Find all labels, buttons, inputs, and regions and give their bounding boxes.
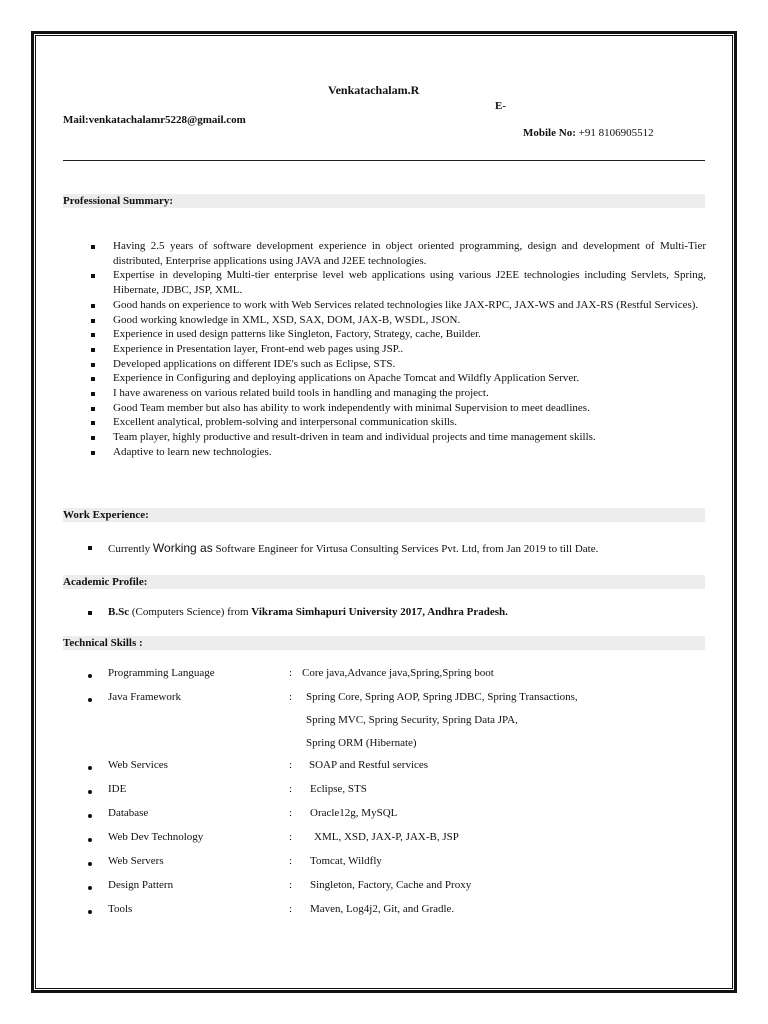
- skill-label: Web Servers: [108, 855, 164, 867]
- summary-item-text: Good Team member but also has ability to work independently with minimal Supervision to meet deadlines.: [113, 401, 590, 414]
- round-bullet-icon: [88, 838, 92, 842]
- skill-value: Spring MVC, Spring Security, Spring Data JPA,: [306, 714, 518, 726]
- skill-label: Java Framework: [108, 691, 182, 703]
- summary-item: [90, 327, 706, 342]
- skill-value: SOAP and Restful services: [309, 759, 429, 771]
- academic-degree: B.Sc: [108, 606, 130, 618]
- mobile-label: Mobile No:: [523, 127, 576, 139]
- summary-item-text: Experience in Configuring and deploying applications on Apache Tomcat and Wildfly Application Server.: [113, 372, 580, 385]
- square-bullet-icon: [91, 363, 95, 367]
- square-bullet-icon: [91, 436, 95, 440]
- skill-label: Database: [108, 807, 149, 819]
- round-bullet-icon: [88, 674, 92, 678]
- skill-colon: :: [289, 807, 293, 819]
- skill-value: Oracle12g, MySQL: [310, 807, 398, 819]
- square-bullet-icon: [91, 451, 95, 455]
- round-bullet-icon: [88, 790, 92, 794]
- round-bullet-icon: [88, 886, 92, 890]
- skill-colon: :: [289, 879, 293, 891]
- skill-value: Spring Core, Spring AOP, Spring JDBC, Spring Transactions,: [306, 691, 578, 703]
- mobile-number: +91 8106905512: [578, 127, 654, 139]
- skill-value: Maven, Log4j2, Git, and Gradle.: [310, 903, 455, 915]
- skill-colon: :: [289, 691, 293, 703]
- square-bullet-icon: [91, 348, 95, 352]
- summary-item: [90, 298, 706, 313]
- skill-value: Tomcat, Wildfly: [310, 855, 382, 867]
- candidate-name: Venkatachalam.R: [328, 83, 420, 97]
- round-bullet-icon: [88, 862, 92, 866]
- summary-item-text: Good working knowledge in XML, XSD, SAX, DOM, JAX-B, WSDL, JSON.: [113, 313, 461, 326]
- skill-label: IDE: [108, 783, 127, 795]
- summary-item: [90, 430, 706, 445]
- skill-label: Design Pattern: [108, 879, 174, 891]
- work-text-pre: Currently: [108, 543, 153, 555]
- skill-label: Web Services: [108, 759, 168, 771]
- summary-item: [90, 342, 706, 357]
- section-work-experience: Work Experience:: [63, 508, 705, 522]
- round-bullet-icon: [88, 910, 92, 914]
- square-bullet-icon: [91, 392, 95, 396]
- work-text-post: Software Engineer for Virtusa Consulting Services Pvt. Ltd, from Jan 2019 to till Date.: [212, 543, 599, 555]
- summary-item-text: Adaptive to learn new technologies.: [113, 445, 272, 458]
- summary-item: [90, 415, 706, 430]
- square-bullet-icon: [91, 421, 95, 425]
- summary-item-text: Having 2.5 years of software development experience in object oriented programming, design and development of Multi-Tier distributed, Enterprise applications using JAVA and J2EE technologies.: [113, 240, 706, 267]
- work-text-working: Working as: [152, 541, 213, 555]
- skill-colon: :: [289, 667, 293, 679]
- round-bullet-icon: [88, 766, 92, 770]
- square-bullet-icon: [91, 245, 95, 249]
- square-bullet-icon: [91, 274, 95, 278]
- summary-item-text: Developed applications on different IDE's such as Eclipse, STS.: [113, 357, 396, 370]
- academic-university: Vikrama Simhapuri University 2017, Andhra Pradesh.: [251, 606, 508, 618]
- summary-item-text: Good hands on experience to work with Web Services related technologies like JAX-RPC, JAX-WS and JAX-RS (Restful Services).: [113, 298, 699, 311]
- summary-item: [90, 401, 706, 416]
- summary-item-text: Expertise in developing Multi-tier enterprise level web applications using various J2EE technologies including Servlets, Spring, Hibernate, JDBC, JSP, XML.: [113, 269, 706, 297]
- section-academic-profile: Academic Profile:: [63, 575, 705, 589]
- skill-label: Programming Language: [108, 667, 215, 679]
- summary-item: [90, 445, 706, 460]
- summary-item: [90, 371, 706, 386]
- round-bullet-icon: [88, 814, 92, 818]
- skill-label: Web Dev Technology: [108, 831, 204, 843]
- summary-item-text: Experience in Presentation layer, Front-end web pages using JSP..: [113, 342, 404, 355]
- skill-colon: :: [289, 759, 293, 771]
- section-professional-summary: Professional Summary:: [63, 194, 705, 208]
- summary-item: [90, 357, 706, 372]
- skill-value: Core java,Advance java,Spring,Spring boot: [302, 667, 494, 679]
- skill-colon: :: [289, 903, 293, 915]
- section-technical-skills: Technical Skills :: [63, 636, 705, 650]
- square-bullet-icon: [91, 377, 95, 381]
- mobile-line: [523, 127, 654, 139]
- summary-item: [90, 239, 706, 268]
- round-bullet-icon: [88, 698, 92, 702]
- summary-list: [90, 239, 706, 460]
- academic-text: [108, 606, 508, 618]
- square-bullet-icon: [91, 407, 95, 411]
- academic-course: (Computers Science) from: [129, 606, 252, 618]
- skill-colon: :: [289, 855, 293, 867]
- square-bullet-icon: [91, 304, 95, 308]
- skill-value: Singleton, Factory, Cache and Proxy: [310, 879, 472, 891]
- summary-item-text: I have awareness on various related build tools in handling and managing the project.: [113, 387, 489, 400]
- summary-item: [90, 313, 706, 328]
- header-divider: [63, 160, 705, 161]
- work-bullet: [88, 546, 92, 550]
- summary-item: [90, 268, 706, 297]
- summary-item-text: Excellent analytical, problem-solving and interpersonal communication skills.: [113, 416, 457, 429]
- email-prefix: E-: [495, 100, 506, 112]
- skill-label: Tools: [108, 903, 133, 915]
- skill-value: Spring ORM (Hibernate): [306, 737, 417, 749]
- work-experience-text: [108, 541, 598, 555]
- academic-bullet: [88, 611, 92, 615]
- email-address: Mail:venkatachalamr5228@gmail.com: [63, 114, 246, 126]
- summary-item: [90, 386, 706, 401]
- summary-item-text: Experience in used design patterns like Singleton, Factory, Strategy, cache, Builder.: [113, 328, 481, 341]
- square-bullet-icon: [91, 319, 95, 323]
- skill-value: Eclipse, STS: [310, 783, 367, 795]
- skill-value: XML, XSD, JAX-P, JAX-B, JSP: [314, 831, 459, 843]
- skill-colon: :: [289, 783, 293, 795]
- square-bullet-icon: [91, 333, 95, 337]
- skill-colon: :: [289, 831, 293, 843]
- summary-item-text: Team player, highly productive and result-driven in team and individual projects and time management skills.: [113, 431, 596, 444]
